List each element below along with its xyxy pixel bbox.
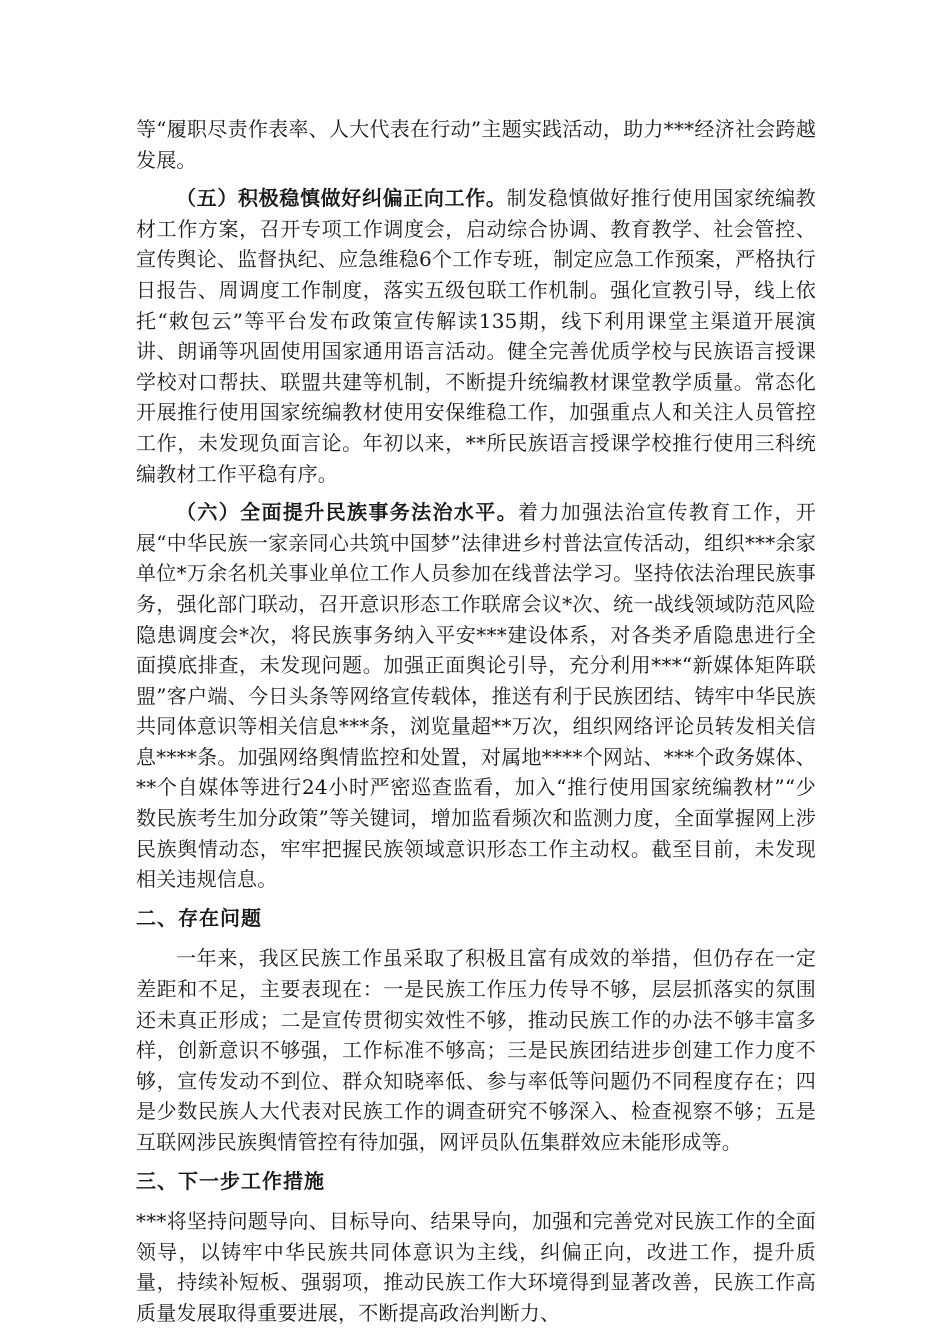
heading-problems: 二、存在问题 [136, 905, 262, 930]
paragraph-next-steps: ***将坚持问题导向、目标导向、结果导向，加强和完善党对民族工作的全面领导，以铸牢中华民族共同体意识为主线，纠偏正向，改进工作，提升质量，持续补短板、强弱项，推动民族工作大环境得到显著改善，民族工作高质量发展取得重要进展，不断提高政治判断力、 [136, 1209, 816, 1325]
paragraph-problems: 一年来，我区民族工作虽采取了积极且富有成效的举措，但仍存在一定差距和不足，主要表现在：一是民族工作压力传导不够，层层抓落实的氛围还未真正形成；二是宣传贯彻实效性不够，推动民族工作的办法不够丰富多样，创新意识不够强，工作标准不够高；三是民族团结进步创建工作力度不够，宣传发动不到位、群众知晓率低、参与率低等问题仍不同程度存在；四是少数民族人大代表对民族工作的调查研究不够深入、检查视察不够；五是互联网涉民族舆情管控有待加强，网评员队伍集群效应未能形成等。 [136, 946, 816, 1154]
section-6-body: 着力加强法治宣传教育工作，开展“中华民族一家亲同心共筑中国梦”法律进乡村普法宣传活动，组织***余家单位*万余名机关事业单位工作人员参加在线普法学习。坚持依法治理民族事务，强化部门联动，召开意识形态工作联席会议*次、统一战线领域防范风险隐患调度会*次，将民族事务纳入平安***建设体系，对各类矛盾隐患进行全面摸底排查，未发现问题。加强正面舆论引导，充分利用***“新媒体矩阵联盟”客户端、今日头条等网络宣传载体，推送有利于民族团结、铸牢中华民族共同体意识等相关信息***条，浏览量超**万次，组织网络评论员转发相关信息****条。加强网络舆情监控和处置，对属地****个网站、***个政务媒体、**个自媒体等进行24小时严密巡查监看，加入“推行使用国家统编教材”“少数民族考生加分政策”等关键词，增加监看频次和监测力度，全面掌握网上涉民族舆情动态，牢牢把握民族领域意识形态工作主动权。截至目前，未发现相关违规信息。 [136, 500, 816, 892]
heading-next-steps: 三、下一步工作措施 [136, 1168, 325, 1193]
paragraph-continuation: 等“履职尽责作表率、人大代表在行动”主题实践活动，助力***经济社会跨越发展。 [136, 117, 816, 172]
document-body [136, 114, 816, 1337]
paragraph-section-6 [136, 497, 816, 895]
section-5-body: 制发稳慎做好推行使用国家统编教材工作方案，召开专项工作调度会，启动综合协调、教育教学、社会管控、宣传舆论、监督执纪、应急维稳6个工作专班，制定应急工作预案，严格执行日报告、周调度工作制度，落实五级包联工作机制。强化宣教引导，线上依托“敕包云”等平台发布政策宣传解读135期，线下利用课堂主渠道开展演讲、朗诵等巩固使用国家通用语言活动。健全完善优质学校与民族语言授课学校对口帮扶、联盟共建等机制，不断提升统编教材课堂教学质量。常态化开展推行使用国家统编教材使用安保维稳工作，加强重点人和关注人员管控工作，未发现负面言论。年初以来，**所民族语言授课学校推行使用三科统编教材工作平稳有序。 [136, 186, 817, 486]
section-6-heading: （六）全面提升民族事务法治水平。 [176, 500, 518, 525]
paragraph-section-5 [136, 183, 816, 489]
section-5-heading: （五）积极稳慎做好纠偏正向工作。 [176, 186, 507, 211]
